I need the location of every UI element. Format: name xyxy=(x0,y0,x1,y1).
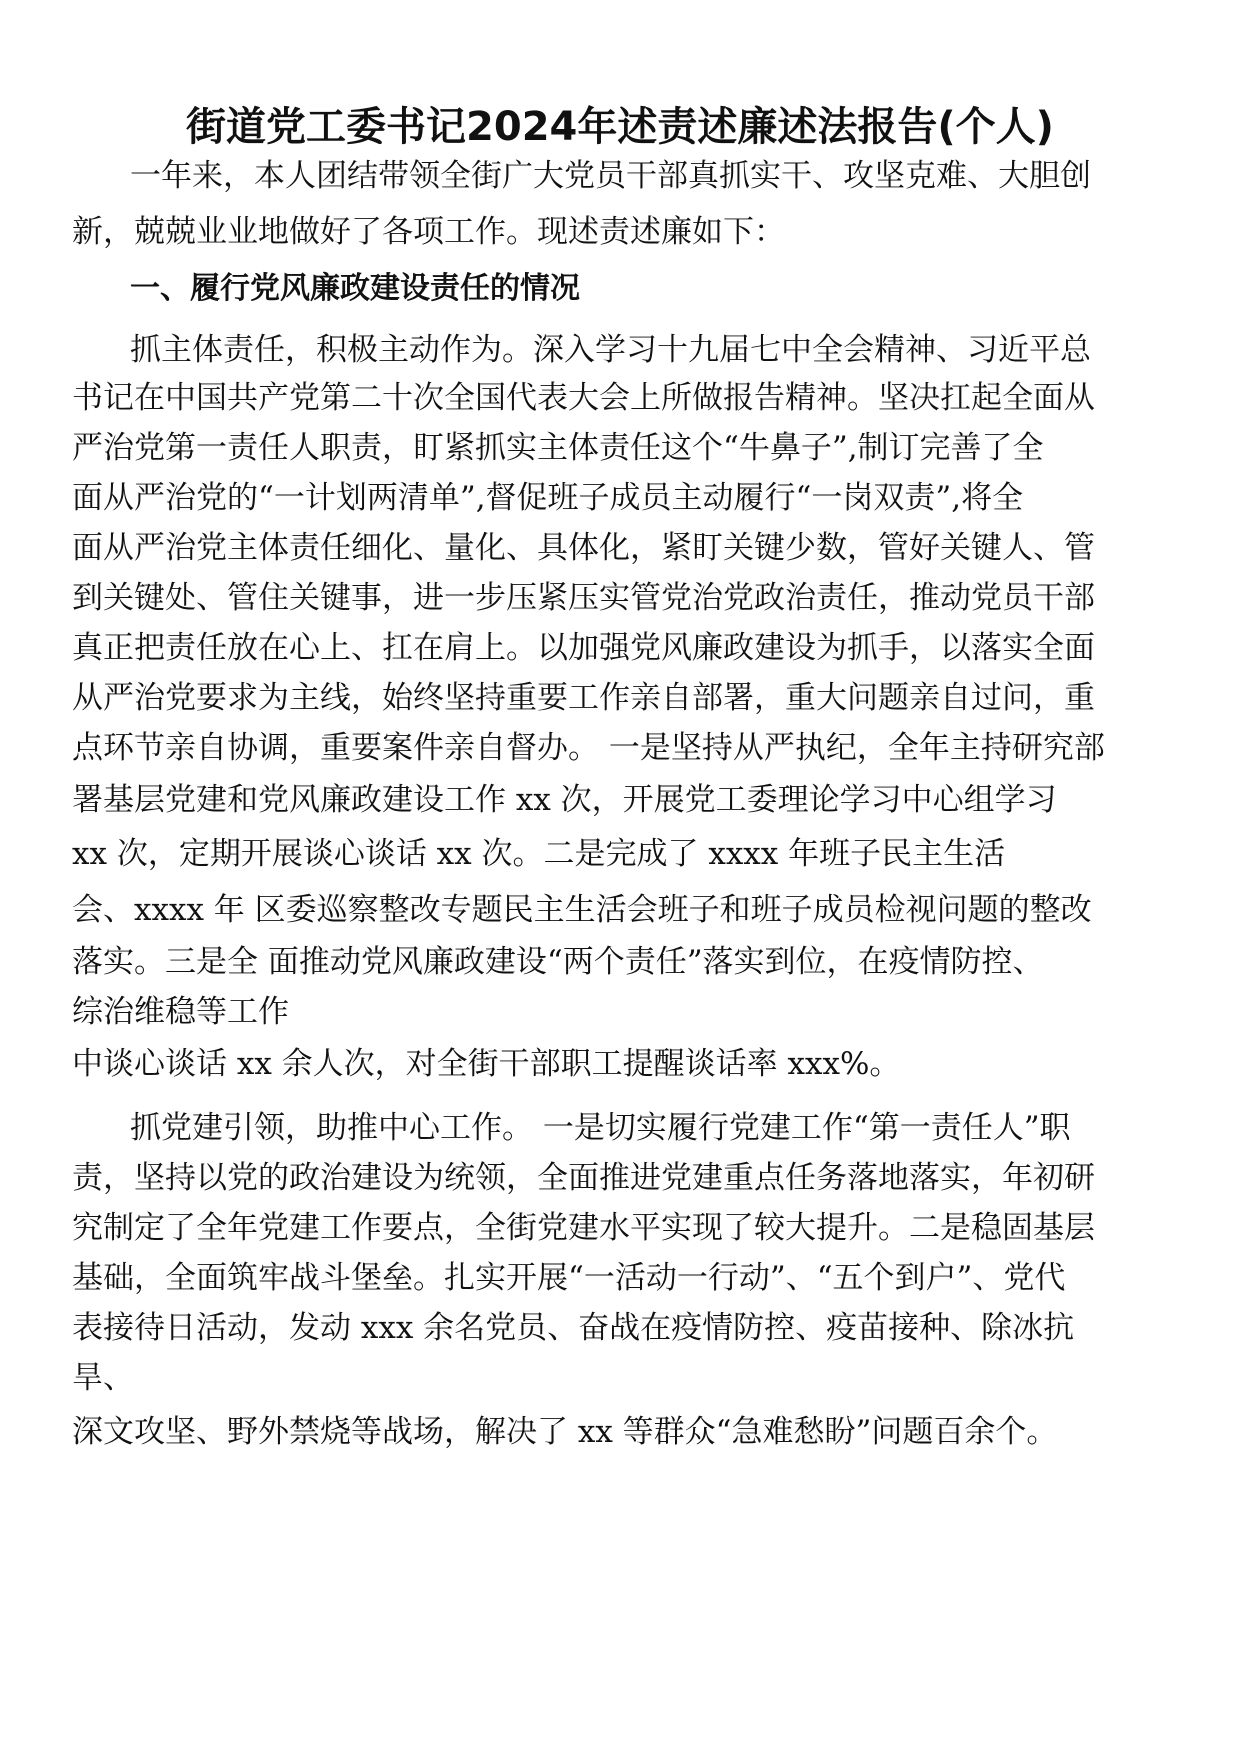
paragraph-line: 面从严治党的“一计划两清单”,督促班子成员主动履行“一岗双责”,将全 xyxy=(72,480,1024,516)
paragraph-line: 会、xxxx 年 区委巡察整改专题民主生活会班子和班子成员检视问题的整改 xyxy=(72,892,1092,928)
paragraph-line: xx 次，定期开展谈心谈话 xx 次。二是完成了 xxxx 年班子民主生活 xyxy=(72,836,1006,872)
paragraph-line: 面从严治党主体责任细化、量化、具体化，紧盯关键少数，管好关键人、管 xyxy=(72,530,1095,566)
paragraph-line: 抓主体责任，积极主动作为。深入学习十九届七中全会精神、习近平总 xyxy=(130,332,1091,368)
intro-line: 新，兢兢业业地做好了各项工作。现述责述廉如下： xyxy=(72,214,785,250)
paragraph-line: 基础，全面筑牢战斗堡垒。扎实开展“一活动一行动”、“五个到户”、党代 xyxy=(72,1260,1066,1296)
paragraph-line: 中谈心谈话 xx 余人次，对全街干部职工提醒谈话率 xxx%。 xyxy=(72,1046,901,1082)
section-heading: 一、履行党风廉政建设责任的情况 xyxy=(130,271,580,306)
paragraph-line: 究制定了全年党建工作要点，全街党建水平实现了较大提升。二是稳固基层 xyxy=(72,1210,1095,1246)
paragraph-line: 署基层党建和党风廉政建设工作 xx 次，开展党工委理论学习中心组学习 xyxy=(72,782,1057,818)
paragraph-line: 书记在中国共产党第二十次全国代表大会上所做报告精神。坚决扛起全面从 xyxy=(72,380,1095,416)
paragraph-line: 到关键处、管住关键事，进一步压紧压实管党治党政治责任，推动党员干部 xyxy=(72,580,1095,616)
paragraph-line: 综治维稳等工作 xyxy=(72,994,289,1030)
paragraph-line: 点环节亲自协调，重要案件亲自督办。 一是坚持从严执纪，全年主持研究部 xyxy=(72,730,1105,766)
paragraph-line: 严治党第一责任人职责，盯紧抓实主体责任这个“牛鼻子”,制订完善了全 xyxy=(72,430,1044,466)
paragraph-line: 旱、 xyxy=(72,1360,134,1396)
paragraph-line: 抓党建引领，助推中心工作。 一是切实履行党建工作“第一责任人”职 xyxy=(130,1110,1071,1146)
paragraph-line: 深文攻坚、野外禁烧等战场，解决了 xx 等群众“急难愁盼”问题百余个。 xyxy=(72,1414,1058,1450)
document-title: 街道党工委书记2024年述责述廉述法报告(个人) xyxy=(186,104,1054,150)
paragraph-line: 真正把责任放在心上、扛在肩上。以加强党风廉政建设为抓手，以落实全面 xyxy=(72,630,1095,666)
intro-line: 一年来，本人团结带领全街广大党员干部真抓实干、攻坚克难、大胆创 xyxy=(130,158,1091,194)
paragraph-line: 表接待日活动，发动 xxx 余名党员、奋战在疫情防控、疫苗接种、除冰抗 xyxy=(72,1310,1075,1346)
paragraph-line: 责，坚持以党的政治建设为统领，全面推进党建重点任务落地落实，年初研 xyxy=(72,1160,1095,1196)
paragraph-line: 落实。三是全 面推动党风廉政建设“两个责任”落实到位，在疫情防控、 xyxy=(72,944,1044,980)
paragraph-line: 从严治党要求为主线，始终坚持重要工作亲自部署，重大问题亲自过问，重 xyxy=(72,680,1095,716)
